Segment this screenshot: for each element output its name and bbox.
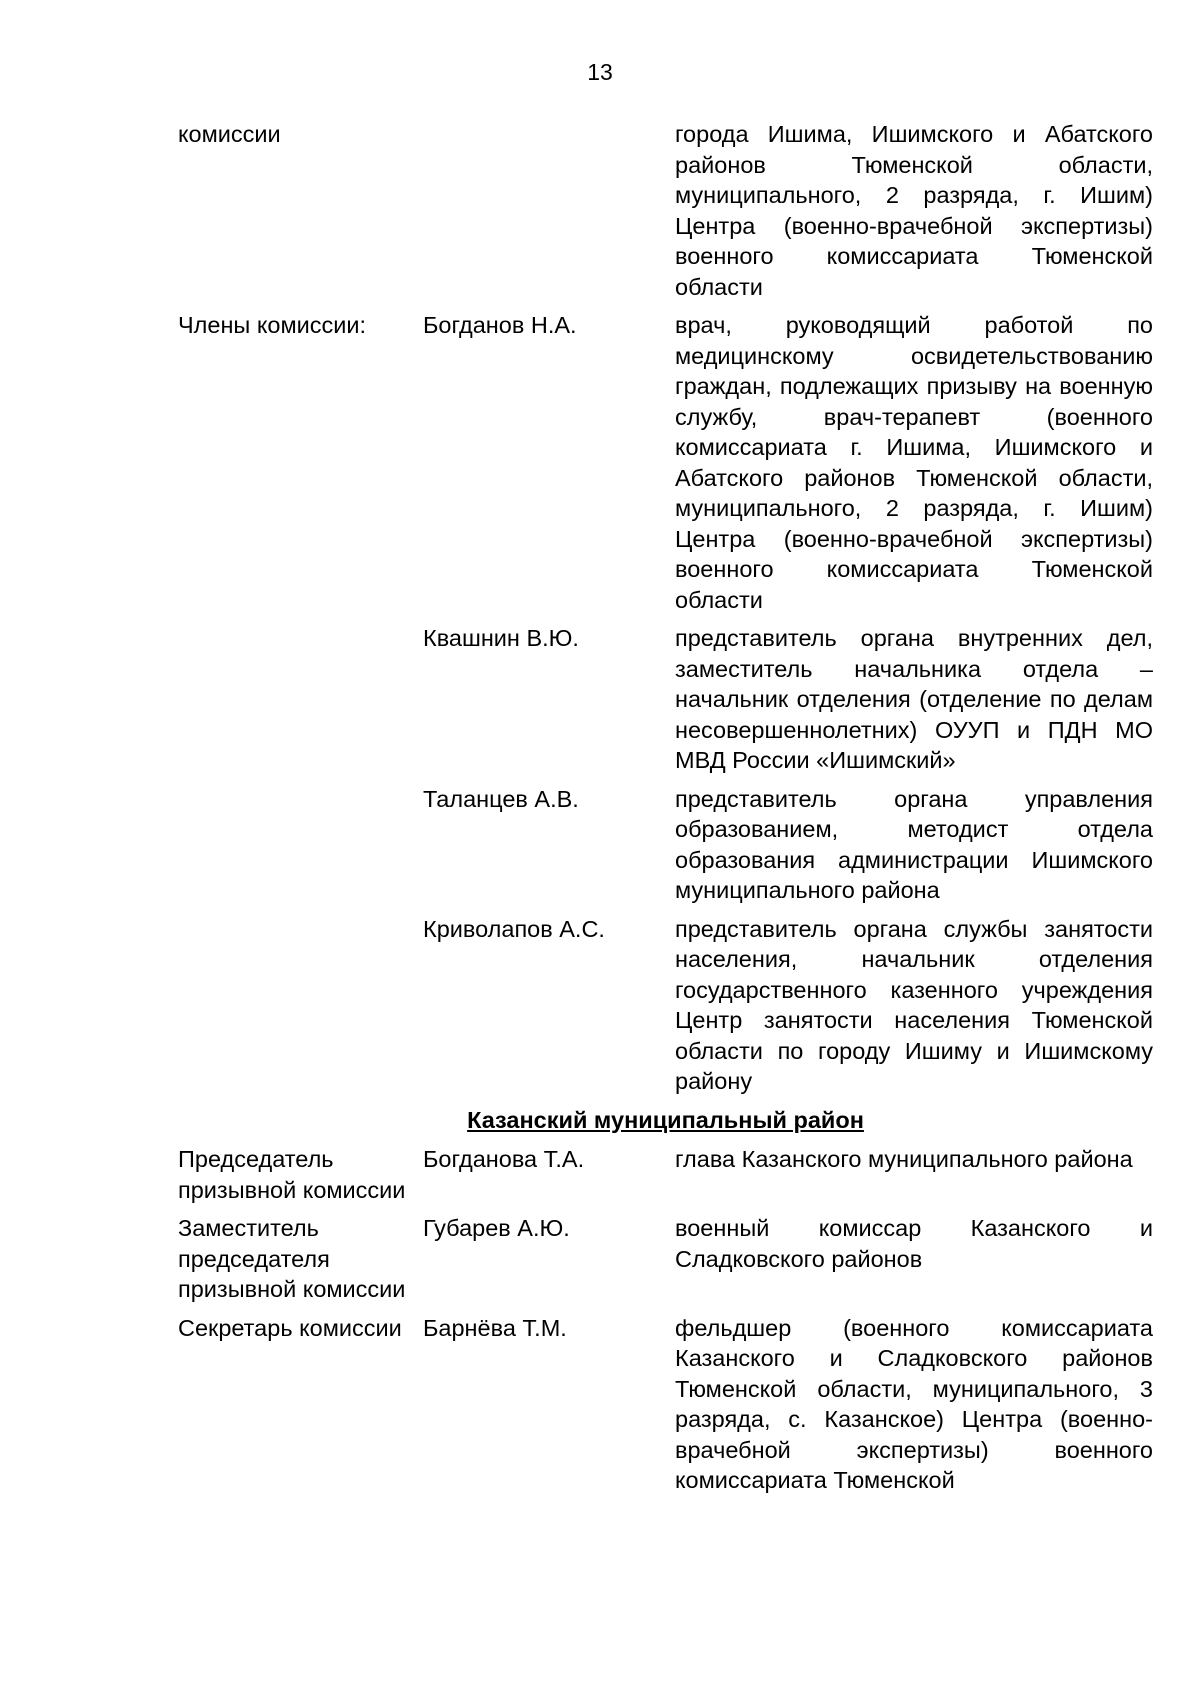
member-name: Богданова Т.А. <box>423 1146 585 1172</box>
member-row <box>178 1144 1153 1205</box>
member-description: представитель органа службы занятости населения, начальник отделения государственного казенного учреждения Центр занятости населения Тюменской области по городу Ишиму и Ишимскому району <box>675 915 1153 1094</box>
member-role: Секретарь комиссии <box>178 1314 402 1341</box>
member-row <box>178 784 1153 906</box>
member-name: Губарев А.Ю. <box>423 1215 570 1241</box>
section-title: Казанский муниципальный район <box>467 1106 864 1133</box>
member-role <box>178 914 423 1097</box>
member-role <box>178 784 423 906</box>
member-name: Богданов Н.А. <box>423 312 577 338</box>
member-role: комиссии <box>178 121 281 147</box>
member-row <box>178 310 1153 615</box>
member-row <box>178 1313 1153 1496</box>
member-description: фельдшер (военного комиссариата Казанского и Сладковского районов Тюменской области, муниципального, 3 разряда, с. Казанское) Центра (военно-врачебной экспертизы) военного комиссариата Тюменской <box>675 1314 1153 1493</box>
member-role: Члены комиссии: <box>178 312 367 338</box>
member-row <box>178 914 1153 1097</box>
member-row <box>178 119 1153 302</box>
rows-bottom <box>178 1144 1153 1496</box>
rows-top <box>178 119 1153 1097</box>
member-description: города Ишима, Ишимского и Абатского районов Тюменской области, муниципального, 2 разряда, г. Ишим) Центра (военно-врачебной экспертизы) военного комиссариата Тюменской области <box>675 121 1153 300</box>
member-role: Заместитель председателя призывной комиссии <box>178 1215 406 1302</box>
member-row <box>178 623 1153 776</box>
member-name <box>423 119 675 302</box>
member-description: военный комиссар Казанского и Сладковского районов <box>675 1215 1153 1272</box>
page-number: 13 <box>587 59 613 85</box>
member-name: Барнёва Т.М. <box>423 1314 567 1341</box>
member-row <box>178 1213 1153 1305</box>
member-name: Квашнин В.Ю. <box>423 625 579 651</box>
member-name: Таланцев А.В. <box>423 785 579 812</box>
member-description: представитель органа внутренних дел, заместитель начальника отдела – начальник отделения (отделение по делам несовершеннолетних) ОУУП и ПДН МО МВД России «Ишимский» <box>675 625 1153 773</box>
member-role <box>178 623 423 776</box>
commission-list <box>178 119 1153 1504</box>
member-description: врач, руководящий работой по медицинскому освидетельствованию граждан, подлежащих призыву на военную службу, врач-терапевт (военного комиссариата г. Ишима, Ишимского и Абатского районов Тюменской области, муниципального, 2 разряда, г. Ишим) Центра (военно-врачебной экспертизы) военного комиссариата Тюменской области <box>675 312 1153 613</box>
member-description: глава Казанского муниципального района <box>675 1146 1133 1172</box>
member-description: представитель органа управления образованием, методист отдела образования администрации Ишимского муниципального района <box>675 785 1153 903</box>
member-role: Председатель призывной комиссии <box>178 1146 406 1203</box>
member-name: Криволапов А.С. <box>423 915 605 942</box>
